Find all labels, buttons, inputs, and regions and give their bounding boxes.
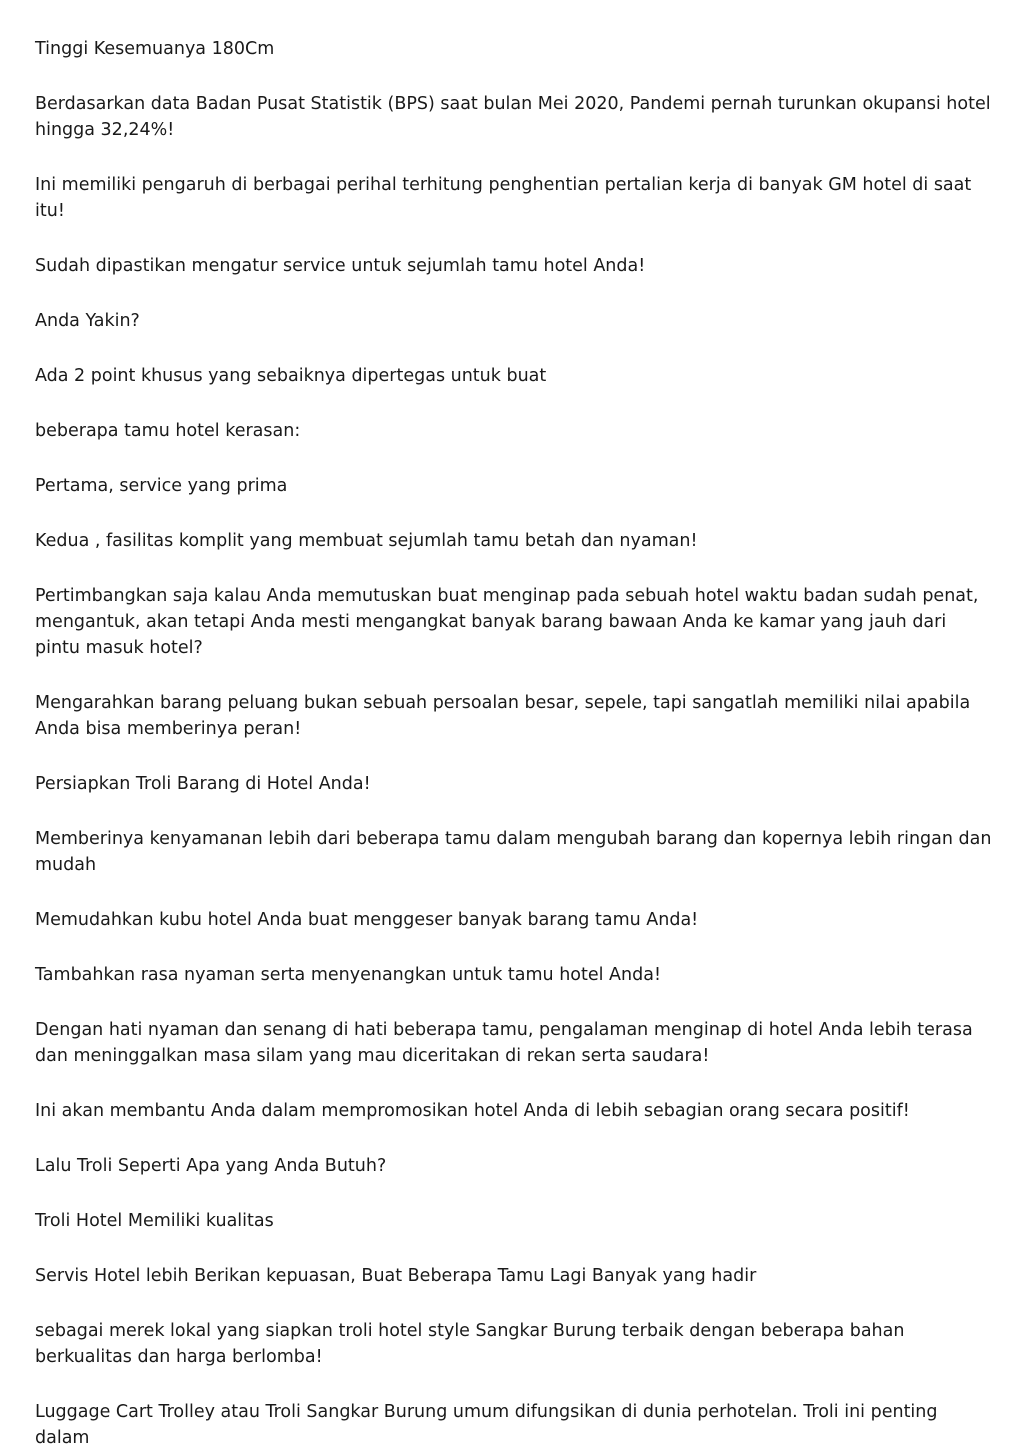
paragraph-bps-data: Berdasarkan data Badan Pusat Statistik (BPS) saat bulan Mei 2020, Pandemi pernah turunkan okupansi hotel hingga 32,24%! (35, 94, 991, 140)
paragraph-prepare-trolley: Persiapkan Troli Barang di Hotel Anda! (35, 774, 371, 794)
paragraph-second-point: Kedua , fasilitas komplit yang membuat sejumlah tamu betah dan nyaman! (35, 531, 698, 551)
paragraph-comfort: Memberinya kenyamanan lebih dari beberapa tamu dalam mengubah barang dan kopernya lebih ringan dan mudah (35, 829, 992, 875)
paragraph-two-points: Ada 2 point khusus yang sebaiknya dipertegas untuk buat (35, 366, 547, 386)
paragraph-quality: Troli Hotel Memiliki kualitas (35, 1211, 274, 1231)
paragraph-consider: Pertimbangkan saja kalau Anda memutuskan buat menginap pada sebuah hotel waktu badan sudah penat, mengantuk, akan tetapi Anda mesti mengangkat banyak barang bawaan Anda ke kamar yang jauh dari pintu masuk hotel? (35, 586, 979, 658)
paragraph-guests: beberapa tamu hotel kerasan: (35, 421, 301, 441)
paragraph-impact: Ini memiliki pengaruh di berbagai perihal terhitung penghentian pertalian kerja di banyak GM hotel di saat itu! (35, 175, 972, 221)
document-body (35, 36, 995, 1451)
paragraph-luggage-cart: Luggage Cart Trolley atau Troli Sangkar Burung umum difungsikan di dunia perhotelan. Troli ini penting dalam (35, 1402, 938, 1448)
paragraph-satisfaction: Servis Hotel lebih Berikan kepuasan, Buat Beberapa Tamu Lagi Banyak yang hadir (35, 1266, 757, 1286)
paragraph-height-spec: Tinggi Kesemuanya 180Cm (35, 39, 275, 59)
paragraph-staff-ease: Memudahkan kubu hotel Anda buat menggeser banyak barang tamu Anda! (35, 910, 699, 930)
paragraph-luggage-matter: Mengarahkan barang peluang bukan sebuah persoalan besar, sepele, tapi sangatlah memiliki nilai apabila Anda bisa memberinya peran! (35, 693, 971, 739)
paragraph-service: Sudah dipastikan mengatur service untuk sejumlah tamu hotel Anda! (35, 256, 646, 276)
paragraph-first-point: Pertama, service yang prima (35, 476, 288, 496)
paragraph-add-comfort: Tambahkan rasa nyaman serta menyenangkan untuk tamu hotel Anda! (35, 965, 661, 985)
paragraph-local-brand: sebagai merek lokal yang siapkan troli hotel style Sangkar Burung terbaik dengan beberapa bahan berkualitas dan harga berlomba! (35, 1321, 905, 1367)
paragraph-experience: Dengan hati nyaman dan senang di hati beberapa tamu, pengalaman menginap di hotel Anda lebih terasa dan meninggalkan masa silam yang mau diceritakan di rekan serta saudara! (35, 1020, 973, 1066)
paragraph-question: Anda Yakin? (35, 311, 140, 331)
paragraph-promotion: Ini akan membantu Anda dalam mempromosikan hotel Anda di lebih sebagian orang secara positif! (35, 1101, 910, 1121)
paragraph-which-trolley: Lalu Troli Seperti Apa yang Anda Butuh? (35, 1156, 387, 1176)
